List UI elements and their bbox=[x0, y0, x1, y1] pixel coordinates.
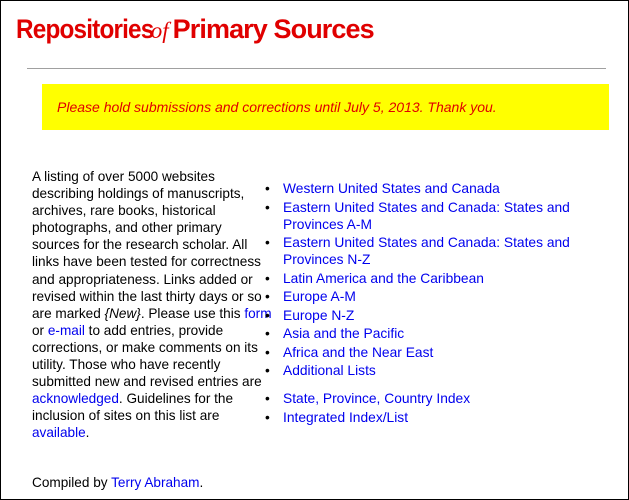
link-europe-a-m[interactable]: Europe A-M bbox=[283, 289, 356, 304]
list-item-europe-n-z bbox=[265, 307, 595, 324]
desc-text-1: A listing of over 5000 websites describing holdings of manuscripts, archives, rare books, historical photographs, and other primary sources for the research scholar. All links have been tested for correctness and appropriateness. Links added or revised within the last thirty days or so are marked bbox=[32, 169, 262, 321]
list-item-additional-lists bbox=[265, 362, 595, 379]
link-state-province-country-index[interactable]: State, Province, Country Index bbox=[283, 391, 471, 406]
list-item-africa-near-east bbox=[265, 344, 595, 361]
compiled-suffix: . bbox=[199, 475, 204, 490]
compiled-prefix: Compiled by bbox=[32, 475, 112, 490]
list-item-eastern-us-canada-a-m bbox=[265, 199, 595, 233]
link-europe-n-z[interactable]: Europe N-Z bbox=[283, 307, 355, 323]
list-item-asia-pacific bbox=[265, 325, 595, 342]
site-logo bbox=[16, 14, 374, 45]
logo-word-primary-sources: Primary Sources bbox=[172, 14, 374, 44]
link-eastern-us-canada-n-z[interactable]: Eastern United States and Canada: States and Provinces N-Z bbox=[283, 235, 570, 267]
author-link[interactable]: Terry Abraham bbox=[111, 475, 200, 490]
logo-word-repositories: Repositories bbox=[16, 14, 154, 44]
notice-banner bbox=[42, 84, 609, 130]
link-africa-near-east[interactable]: Africa and the Near East bbox=[283, 344, 434, 360]
list-item-europe-a-m bbox=[265, 288, 595, 305]
list-item-western-us-canada bbox=[265, 180, 595, 197]
desc-text-5: . Guidelines for the inclusion of sites on this list are bbox=[32, 391, 234, 424]
desc-text-6: . bbox=[85, 425, 90, 441]
link-eastern-us-canada-a-m[interactable]: Eastern United States and Canada: States and Provinces A-M bbox=[283, 199, 570, 232]
link-integrated-index[interactable]: Integrated Index/List bbox=[283, 409, 409, 425]
list-item-eastern-us-canada-n-z bbox=[265, 234, 595, 268]
acknowledged-link[interactable]: acknowledged bbox=[32, 391, 119, 407]
logo-word-of: of bbox=[150, 18, 169, 43]
notice-text: Please hold submissions and corrections until July 5, 2013. Thank you. bbox=[57, 99, 497, 115]
available-link[interactable]: available bbox=[32, 425, 86, 441]
list-item-latin-america bbox=[265, 270, 595, 287]
region-links-list bbox=[265, 180, 595, 427]
new-tag: {New} bbox=[104, 305, 141, 321]
link-additional-lists[interactable]: Additional Lists bbox=[283, 363, 376, 378]
link-asia-pacific[interactable]: Asia and the Pacific bbox=[283, 326, 405, 341]
desc-text-3: or bbox=[32, 322, 48, 338]
form-link[interactable]: form bbox=[244, 305, 272, 321]
email-link[interactable]: e-mail bbox=[47, 322, 85, 338]
list-item-integrated-index bbox=[265, 409, 595, 426]
site-description bbox=[32, 168, 272, 442]
link-latin-america[interactable]: Latin America and the Caribbean bbox=[283, 270, 484, 286]
list-item-state-province-country-index bbox=[265, 390, 595, 407]
compiled-by bbox=[32, 475, 203, 490]
header-divider bbox=[27, 68, 606, 69]
desc-text-2: . Please use this bbox=[140, 305, 245, 321]
desc-text-4: to add entries, provide corrections, or make comments on its utility. Those who have recently submitted new and revised entries are bbox=[32, 322, 262, 390]
link-western-us-canada[interactable]: Western United States and Canada bbox=[283, 181, 500, 196]
